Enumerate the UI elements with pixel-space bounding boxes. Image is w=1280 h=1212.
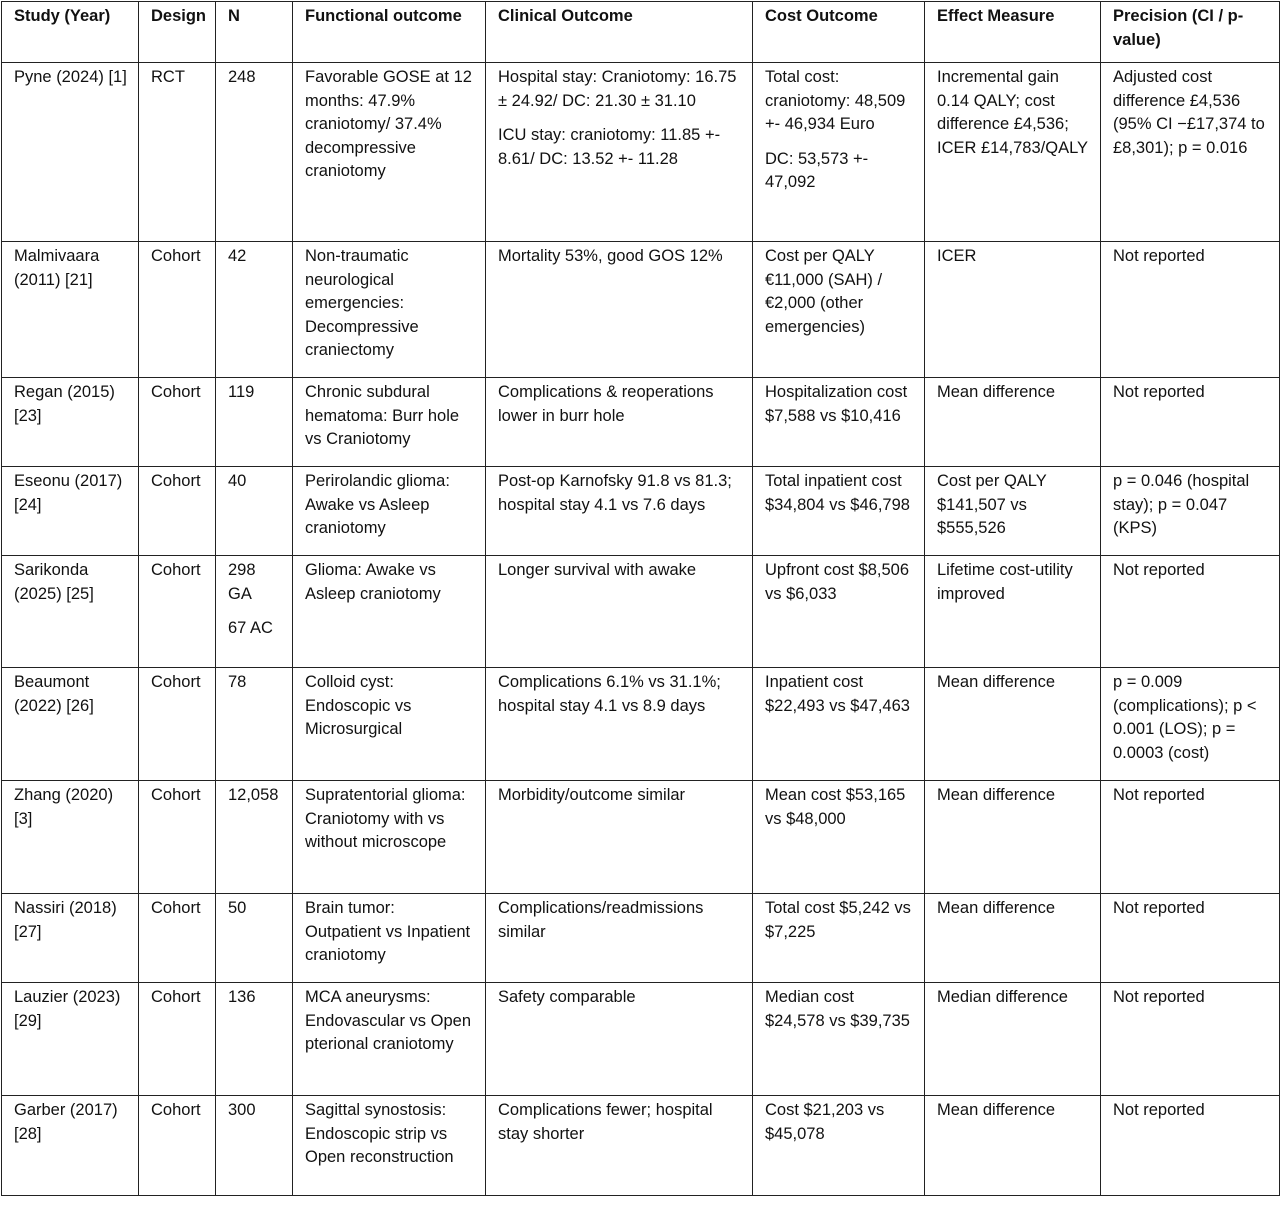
n-cell-line: 136: [228, 988, 256, 1006]
cost-outcome-cell: [753, 467, 925, 556]
header-design: Design: [139, 2, 216, 63]
clinical-outcome-cell: [486, 467, 753, 556]
cost-outcome-cell-line: Inpatient cost $22,493 vs $47,463: [765, 673, 910, 715]
functional-outcome-cell: Non-traumatic neurological emergencies: Decompressive craniectomy: [293, 242, 486, 378]
study-cell: Pyne (2024) [1]: [2, 63, 139, 242]
functional-outcome-cell: Favorable GOSE at 12 months: 47.9% craniotomy/ 37.4% decompressive craniotomy: [293, 63, 486, 242]
study-cell: Nassiri (2018) [27]: [2, 894, 139, 983]
functional-outcome-cell: Colloid cyst: Endoscopic vs Microsurgical: [293, 668, 486, 781]
n-cell-line: 298 GA: [228, 561, 256, 603]
n-cell: [216, 983, 293, 1096]
study-cell: Garber (2017) [28]: [2, 1096, 139, 1196]
cost-outcome-cell: [753, 1096, 925, 1196]
design-cell: Cohort: [139, 556, 216, 668]
design-cell: Cohort: [139, 781, 216, 894]
cost-outcome-cell: [753, 668, 925, 781]
effect-measure-cell: Lifetime cost-utility improved: [925, 556, 1101, 668]
n-cell-line: 78: [228, 673, 247, 691]
table-row: [2, 63, 1280, 242]
effect-measure-cell: ICER: [925, 242, 1101, 378]
table-row: [2, 781, 1280, 894]
n-cell: [216, 63, 293, 242]
precision-cell: Not reported: [1101, 1096, 1280, 1196]
clinical-outcome-cell: [486, 894, 753, 983]
precision-cell: Not reported: [1101, 781, 1280, 894]
n-cell-line: 42: [228, 247, 247, 265]
clinical-outcome-cell-line: Mortality 53%, good GOS 12%: [498, 247, 723, 265]
cost-outcome-cell: [753, 983, 925, 1096]
design-cell: Cohort: [139, 378, 216, 467]
effect-measure-cell: Mean difference: [925, 781, 1101, 894]
studies-table: [1, 1, 1280, 1196]
n-cell: [216, 467, 293, 556]
effect-measure-cell: Mean difference: [925, 894, 1101, 983]
clinical-outcome-cell-line: ICU stay: craniotomy: 11.85 +- 8.61/ DC: 13.52 +- 11.28: [498, 126, 721, 168]
cost-outcome-cell-line: Median cost $24,578 vs $39,735: [765, 988, 910, 1030]
clinical-outcome-cell-line: Morbidity/outcome similar: [498, 786, 686, 804]
functional-outcome-cell: Glioma: Awake vs Asleep craniotomy: [293, 556, 486, 668]
effect-measure-cell: Cost per QALY $141,507 vs $555,526: [925, 467, 1101, 556]
n-cell-line: 119: [228, 383, 255, 401]
design-cell: Cohort: [139, 894, 216, 983]
header-cost-outcome: Cost Outcome: [753, 2, 925, 63]
n-cell: [216, 242, 293, 378]
study-cell: Eseonu (2017) [24]: [2, 467, 139, 556]
precision-cell: Not reported: [1101, 378, 1280, 467]
cost-outcome-cell-line: Total cost $5,242 vs $7,225: [765, 899, 911, 941]
clinical-outcome-cell: [486, 781, 753, 894]
table-row: [2, 467, 1280, 556]
n-cell: [216, 894, 293, 983]
design-cell: Cohort: [139, 1096, 216, 1196]
precision-cell: Not reported: [1101, 242, 1280, 378]
n-cell-line: 50: [228, 899, 247, 917]
design-cell: Cohort: [139, 983, 216, 1096]
table-row: [2, 668, 1280, 781]
design-cell: Cohort: [139, 668, 216, 781]
header-effect-measure: Effect Measure: [925, 2, 1101, 63]
n-cell: [216, 556, 293, 668]
header-study: Study (Year): [2, 2, 139, 63]
functional-outcome-cell: MCA aneurysms: Endovascular vs Open pterional craniotomy: [293, 983, 486, 1096]
study-cell: Regan (2015) [23]: [2, 378, 139, 467]
header-functional-outcome: Functional outcome: [293, 2, 486, 63]
study-cell: Beaumont (2022) [26]: [2, 668, 139, 781]
table-row: [2, 242, 1280, 378]
table-row: [2, 378, 1280, 467]
study-cell: Sarikonda (2025) [25]: [2, 556, 139, 668]
clinical-outcome-cell: [486, 378, 753, 467]
cost-outcome-cell-line: Total cost: craniotomy: 48,509 +- 46,934 Euro: [765, 68, 906, 133]
clinical-outcome-cell: [486, 242, 753, 378]
clinical-outcome-cell-line: Complications 6.1% vs 31.1%; hospital stay 4.1 vs 8.9 days: [498, 673, 721, 715]
cost-outcome-cell-line: Cost $21,203 vs $45,078: [765, 1101, 885, 1143]
cost-outcome-cell-line: Hospitalization cost $7,588 vs $10,416: [765, 383, 908, 425]
precision-cell: Not reported: [1101, 983, 1280, 1096]
table-row: [2, 556, 1280, 668]
clinical-outcome-cell-line: Post-op Karnofsky 91.8 vs 81.3; hospital stay 4.1 vs 7.6 days: [498, 472, 732, 514]
cost-outcome-cell-line: Cost per QALY €11,000 (SAH) / €2,000 (other emergencies): [765, 247, 883, 336]
cost-outcome-cell: [753, 242, 925, 378]
effect-measure-cell: Mean difference: [925, 378, 1101, 467]
clinical-outcome-cell-line: Safety comparable: [498, 988, 636, 1006]
cost-outcome-cell-line: Mean cost $53,165 vs $48,000: [765, 786, 906, 828]
table-row: [2, 894, 1280, 983]
n-cell: [216, 781, 293, 894]
design-cell: Cohort: [139, 467, 216, 556]
clinical-outcome-cell: [486, 1096, 753, 1196]
functional-outcome-cell: Sagittal synostosis: Endoscopic strip vs Open reconstruction: [293, 1096, 486, 1196]
clinical-outcome-cell: [486, 63, 753, 242]
n-cell-line: 300: [228, 1101, 256, 1119]
cost-outcome-cell: [753, 378, 925, 467]
cost-outcome-cell: [753, 556, 925, 668]
n-cell-line: 248: [228, 68, 256, 86]
table-row: [2, 1096, 1280, 1196]
clinical-outcome-cell-line: Complications/readmissions similar: [498, 899, 704, 941]
functional-outcome-cell: Chronic subdural hematoma: Burr hole vs Craniotomy: [293, 378, 486, 467]
cost-outcome-cell-line: Upfront cost $8,506 vs $6,033: [765, 561, 910, 603]
design-cell: RCT: [139, 63, 216, 242]
n-cell: [216, 378, 293, 467]
cost-outcome-cell-line: Total inpatient cost $34,804 vs $46,798: [765, 472, 910, 514]
effect-measure-cell: Mean difference: [925, 668, 1101, 781]
cost-outcome-cell: [753, 63, 925, 242]
precision-cell: Not reported: [1101, 556, 1280, 668]
study-cell: Lauzier (2023) [29]: [2, 983, 139, 1096]
precision-cell: p = 0.046 (hospital stay); p = 0.047 (KPS): [1101, 467, 1280, 556]
n-cell: [216, 668, 293, 781]
n-cell-line: 12,058: [228, 786, 279, 804]
functional-outcome-cell: Perirolandic glioma: Awake vs Asleep craniotomy: [293, 467, 486, 556]
study-cell: Zhang (2020) [3]: [2, 781, 139, 894]
precision-cell: Adjusted cost difference £4,536 (95% CI −£17,374 to £8,301); p = 0.016: [1101, 63, 1280, 242]
cost-outcome-cell: [753, 781, 925, 894]
effect-measure-cell: Median difference: [925, 983, 1101, 1096]
n-cell-line: 40: [228, 472, 247, 490]
header-precision: Precision (CI / p-value): [1101, 2, 1280, 63]
effect-measure-cell: Mean difference: [925, 1096, 1101, 1196]
clinical-outcome-cell: [486, 983, 753, 1096]
functional-outcome-cell: Supratentorial glioma: Craniotomy with vs without microscope: [293, 781, 486, 894]
clinical-outcome-cell: [486, 668, 753, 781]
clinical-outcome-cell: [486, 556, 753, 668]
clinical-outcome-cell-line: Longer survival with awake: [498, 561, 697, 579]
n-cell-line: 67 AC: [228, 619, 273, 637]
effect-measure-cell: Incremental gain 0.14 QALY; cost difference £4,536; ICER £14,783/QALY: [925, 63, 1101, 242]
functional-outcome-cell: Brain tumor: Outpatient vs Inpatient craniotomy: [293, 894, 486, 983]
study-cell: Malmivaara (2011) [21]: [2, 242, 139, 378]
table-body: [2, 63, 1280, 1196]
precision-cell: Not reported: [1101, 894, 1280, 983]
cost-outcome-cell: [753, 894, 925, 983]
clinical-outcome-cell-line: Complications & reoperations lower in burr hole: [498, 383, 714, 425]
clinical-outcome-cell-line: Hospital stay: Craniotomy: 16.75 ± 24.92/ DC: 21.30 ± 31.10: [498, 68, 737, 110]
cost-outcome-cell-line: DC: 53,573 +- 47,092: [765, 149, 869, 191]
table-row: [2, 983, 1280, 1096]
precision-cell: p = 0.009 (complications); p < 0.001 (LOS); p = 0.0003 (cost): [1101, 668, 1280, 781]
design-cell: Cohort: [139, 242, 216, 378]
header-row: [2, 2, 1280, 63]
n-cell: [216, 1096, 293, 1196]
header-clinical-outcome: Clinical Outcome: [486, 2, 753, 63]
clinical-outcome-cell-line: Complications fewer; hospital stay shorter: [498, 1101, 713, 1143]
header-n: N: [216, 2, 293, 63]
